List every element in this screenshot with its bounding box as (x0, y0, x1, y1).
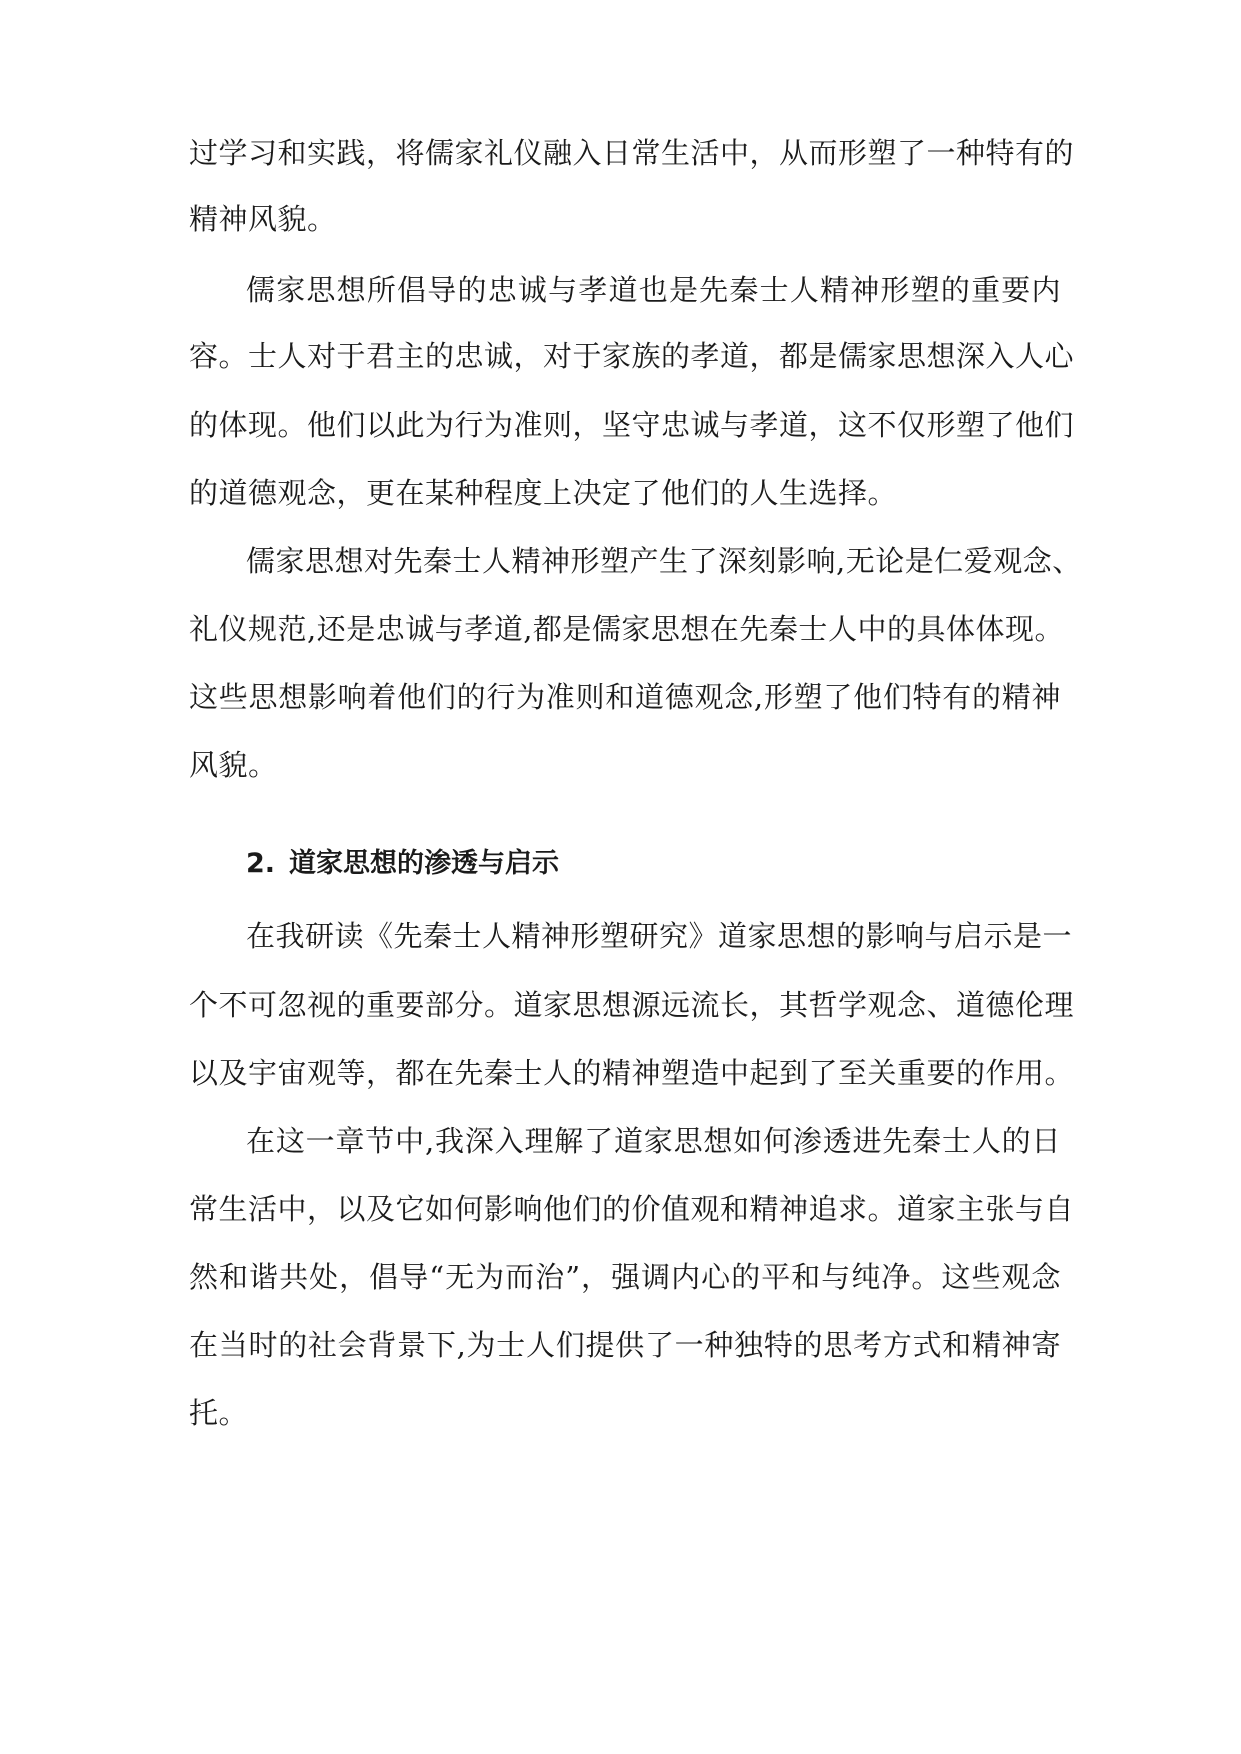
text-line: 在我研读《先秦士人精神形塑研究》道家思想的影响与启示是一 (246, 919, 1073, 953)
text-line: 的道德观念，更在某种程度上决定了他们的人生选择。 (189, 476, 898, 510)
text-line: 儒家思想所倡导的忠诚与孝道也是先秦士人精神形塑的重要内 (246, 273, 1061, 307)
section-title: 道家思想的渗透与启示 (289, 848, 560, 879)
text-line: 个不可忽视的重要部分。道家思想源远流长，其哲学观念、道德伦理 (189, 988, 1075, 1022)
text-line: 容。士人对于君主的忠诚，对于家族的孝道，都是儒家思想深入人心 (189, 339, 1075, 373)
text-line: 在这一章节中,我深入理解了道家思想如何渗透进先秦士人的日 (246, 1124, 1061, 1158)
section-number: 2. (246, 848, 276, 879)
text-line: 这些思想影响着他们的行为准则和道德观念,形塑了他们特有的精神 (189, 680, 1061, 714)
text-line: 的体现。他们以此为行为准则，坚守忠诚与孝道，这不仅形塑了他们 (189, 408, 1075, 442)
text-line: 在当时的社会背景下,为士人们提供了一种独特的思考方式和精神寄 (189, 1328, 1061, 1362)
text-line: 过学习和实践，将儒家礼仪融入日常生活中，从而形塑了一种特有的 (189, 136, 1075, 170)
text-line: 以及宇宙观等，都在先秦士人的精神塑造中起到了至关重要的作用。 (189, 1056, 1075, 1090)
text-line: 常生活中，以及它如何影响他们的价值观和精神追求。道家主张与自 (189, 1192, 1075, 1226)
section-heading (246, 844, 559, 884)
text-line: 儒家思想对先秦士人精神形塑产生了深刻影响,无论是仁爱观念、 (246, 544, 1082, 578)
text-line: 礼仪规范,还是忠诚与孝道,都是儒家思想在先秦士人中的具体体现。 (189, 612, 1064, 646)
text-line: 托。 (189, 1396, 249, 1430)
text-line: 风貌。 (189, 748, 278, 782)
text-line: 精神风貌。 (189, 202, 337, 236)
text-line: 然和谐共处，倡导“无为而治”，强调内心的平和与纯净。这些观念 (189, 1260, 1061, 1294)
